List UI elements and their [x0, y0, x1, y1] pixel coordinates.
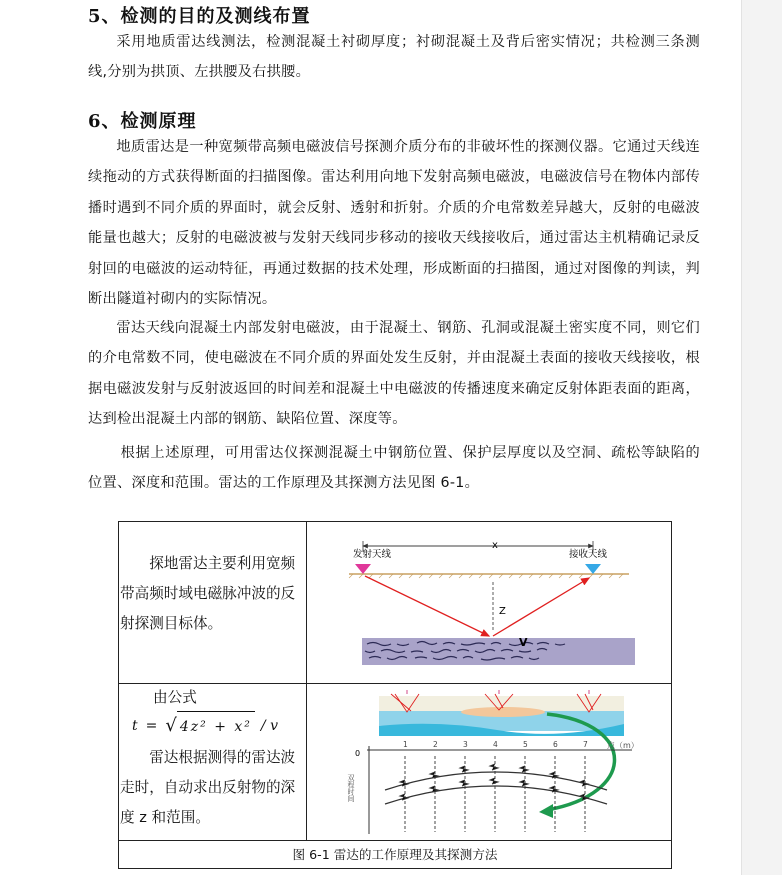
figure-cell-text-2 — [119, 684, 307, 841]
time-axis-label: 双程时间 — [347, 774, 355, 802]
tick-6: 6 — [553, 740, 558, 749]
travel-time-formula — [132, 709, 306, 743]
figure-text-1: 探地雷达主要利用宽频带高频时域电磁脉冲波的反射探测目标体。 — [120, 555, 296, 632]
wavelet-ticks — [400, 764, 588, 800]
origin-label: 0 — [355, 749, 361, 758]
x-label: x — [492, 540, 498, 551]
tick-5: 5 — [523, 740, 528, 749]
z-label: Z — [499, 606, 506, 617]
principle-paragraph-2: 雷达天线向混凝土内部发射电磁波，由于混凝土、钢筋、孔洞或混凝土密实度不同，则它们的介电常数不同，使电磁波在不同介质的界面处发生反射，并由混凝土表面的接收天线接收，根据电磁波发射与反射波返回的时间差和混凝土中电磁波的传播速度来确定反射体距表面的距离，达到检出混凝土内部的钢筋、缺陷位置、深度等。 — [88, 320, 700, 428]
figure-table — [118, 521, 672, 869]
rx-antenna-label: 接收天线 — [569, 549, 608, 560]
figure-cell-diagram-2 — [307, 684, 672, 841]
section-5-paragraph: 采用地质雷达线测法，检测混凝土衬砌厚度；衬砌混凝土及背后密实情况；共检测三条测线,分别为拱顶、左拱腰及右拱腰。 — [88, 34, 700, 81]
tick-7: 7 — [583, 740, 588, 749]
formula-equals: = — [145, 718, 158, 734]
formula-tail: / v — [260, 718, 278, 734]
tx-antenna-icon — [355, 564, 371, 574]
formula-radicand: 4z² + x² — [177, 711, 255, 742]
distance-axis-label: 点（m） — [607, 741, 639, 750]
figure-caption: 图 6-1 雷达的工作原理及其探测方法 — [292, 847, 498, 862]
tx-antenna-label: 发射天线 — [353, 549, 392, 560]
figure-cell-diagram-1 — [307, 522, 672, 684]
tick-2: 2 — [433, 740, 438, 749]
incident-ray — [365, 576, 489, 636]
void-target — [461, 707, 545, 717]
right-scroll-margin — [741, 0, 782, 875]
tick-3: 3 — [463, 740, 468, 749]
figure-cell-text-1 — [119, 522, 307, 684]
principle-paragraph-1: 地质雷达是一种宽频带高频电磁波信号探测介质分布的非破坏性的探测仪器。它通过天线连续拖动的方式获得断面的扫描图像。雷达利用向地下发射高频电磁波，电磁波信号在物体内部传播时遇到不同介质的界面时，就会反射、透射和折射。介质的介电常数差异越大，反射的电磁波能量也越大；反射的电磁波被与发射天线同步移动的接收天线接收后，通过雷达主机精确记录反射回的电磁波的运动特征，再通过数据的技术处理，形成断面的扫描图，通过对图像的判读，判断出隧道衬砌内的实际情况。 — [88, 139, 700, 308]
reflected-ray — [493, 578, 589, 636]
figure-text-2: 雷达根据测得的雷达波走时，自动求出反射物的深度 z 和范围。 — [120, 749, 296, 826]
tick-labels — [403, 740, 588, 749]
scan-diagram — [307, 684, 672, 836]
rx-antenna-icon — [585, 564, 601, 574]
section-6-heading: 6、检测原理 — [88, 111, 197, 132]
formula-t: t — [132, 718, 138, 734]
principle-paragraph-3: 根据上述原理，可用雷达仪探测混凝土中钢筋位置、保护层厚度以及空洞、疏松等缺陷的位置、深度和范围。雷达的工作原理及其探测方法见图 6-1。 — [88, 445, 700, 492]
tick-1: 1 — [403, 740, 408, 749]
reflection-diagram — [307, 522, 672, 679]
section-5-heading: 5、检测的目的及测线布置 — [88, 6, 311, 27]
reflection-hyperbola — [385, 772, 607, 804]
formula-intro: 由公式 — [153, 689, 197, 706]
figure-caption-cell — [119, 841, 672, 869]
sqrt-icon: √ — [165, 715, 177, 736]
tick-4: 4 — [493, 740, 498, 749]
v-label: V — [519, 636, 528, 649]
